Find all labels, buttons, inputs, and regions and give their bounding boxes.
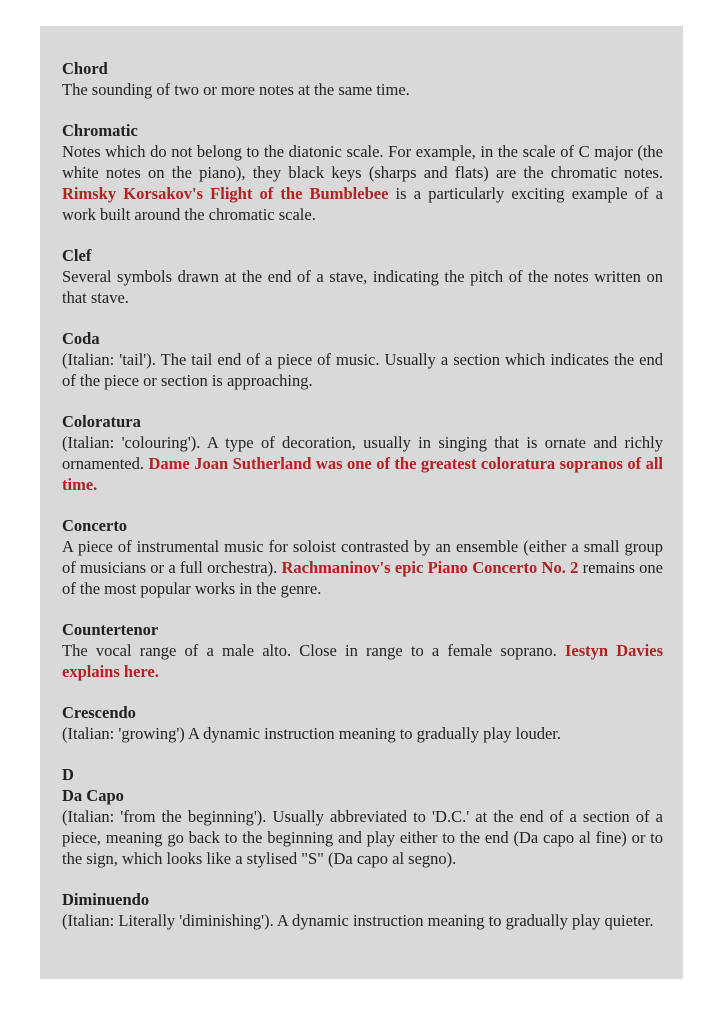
term-definition <box>62 79 663 100</box>
glossary-entry-chromatic <box>62 120 663 225</box>
glossary-panel <box>40 26 683 979</box>
glossary-entry-coda <box>62 328 663 391</box>
term-definition <box>62 141 663 225</box>
definition-text: (Italian: Literally 'diminishing'). A dynamic instruction meaning to gradually play quieter. <box>62 911 654 930</box>
term-title: Da Capo <box>62 786 124 805</box>
glossary-entry-clef <box>62 245 663 308</box>
term-definition <box>62 723 663 744</box>
glossary-entry-coloratura <box>62 411 663 495</box>
flight-of-bumblebee-link[interactable]: Rimsky Korsakov's Flight of the Bumblebee <box>62 184 389 203</box>
term-definition <box>62 432 663 495</box>
glossary-entry-da-capo <box>62 785 663 869</box>
section-letter-d: D <box>62 765 74 784</box>
term-title: Clef <box>62 246 92 265</box>
term-title: Coloratura <box>62 412 141 431</box>
glossary-entry-chord <box>62 58 663 100</box>
term-title: Chord <box>62 59 108 78</box>
term-definition <box>62 806 663 869</box>
glossary-entry-crescendo <box>62 702 663 744</box>
iestyn-davies-link[interactable]: Iestyn Davies explains here. <box>62 641 663 681</box>
term-definition <box>62 266 663 308</box>
definition-text: The vocal range of a male alto. Close in range to a female soprano. <box>62 641 565 660</box>
definition-text: remains one of the most popular works in the genre. <box>62 558 663 598</box>
term-title: Chromatic <box>62 121 138 140</box>
definition-text: Several symbols drawn at the end of a stave, indicating the pitch of the notes written on that stave. <box>62 267 663 307</box>
term-definition <box>62 910 663 931</box>
joan-sutherland-link[interactable]: Dame Joan Sutherland was one of the greatest coloratura sopranos of all time. <box>62 454 663 494</box>
glossary-entry-concerto <box>62 515 663 599</box>
term-title: Diminuendo <box>62 890 150 909</box>
definition-text: (Italian: 'from the beginning'). Usually abbreviated to 'D.C.' at the end of a section of a piece, meaning go back to the beginning and play either to the end (Da capo al fine) or to the sign, which looks like a stylised "S" (Da capo al segno). <box>62 807 663 868</box>
term-definition <box>62 640 663 682</box>
definition-text: A piece of instrumental music for soloist contrasted by an ensemble (either a small group of musicians or a full orchestra). <box>62 537 663 577</box>
rachmaninov-concerto-link[interactable]: Rachmaninov's epic Piano Concerto No. 2 <box>281 558 579 577</box>
definition-text: (Italian: 'tail'). The tail end of a piece of music. Usually a section which indicates the end of the piece or section is approaching. <box>62 350 663 390</box>
term-title: Countertenor <box>62 620 159 639</box>
definition-text: Notes which do not belong to the diatonic scale. For example, in the scale of C major (the white notes on the piano), they black keys (sharps and flats) are the chromatic notes. <box>62 142 663 182</box>
term-title: Coda <box>62 329 100 348</box>
definition-text: (Italian: 'colouring'). A type of decoration, usually in singing that is ornate and richly ornamented. <box>62 433 663 473</box>
term-title: Crescendo <box>62 703 136 722</box>
definition-text: is a particularly exciting example of a work built around the chromatic scale. <box>62 184 663 224</box>
glossary-entry-countertenor <box>62 619 663 682</box>
definition-text: The sounding of two or more notes at the same time. <box>62 80 410 99</box>
definition-text: (Italian: 'growing') A dynamic instruction meaning to gradually play louder. <box>62 724 562 743</box>
term-title: Concerto <box>62 516 128 535</box>
glossary-entry-diminuendo <box>62 889 663 931</box>
term-definition <box>62 349 663 391</box>
term-definition <box>62 536 663 599</box>
